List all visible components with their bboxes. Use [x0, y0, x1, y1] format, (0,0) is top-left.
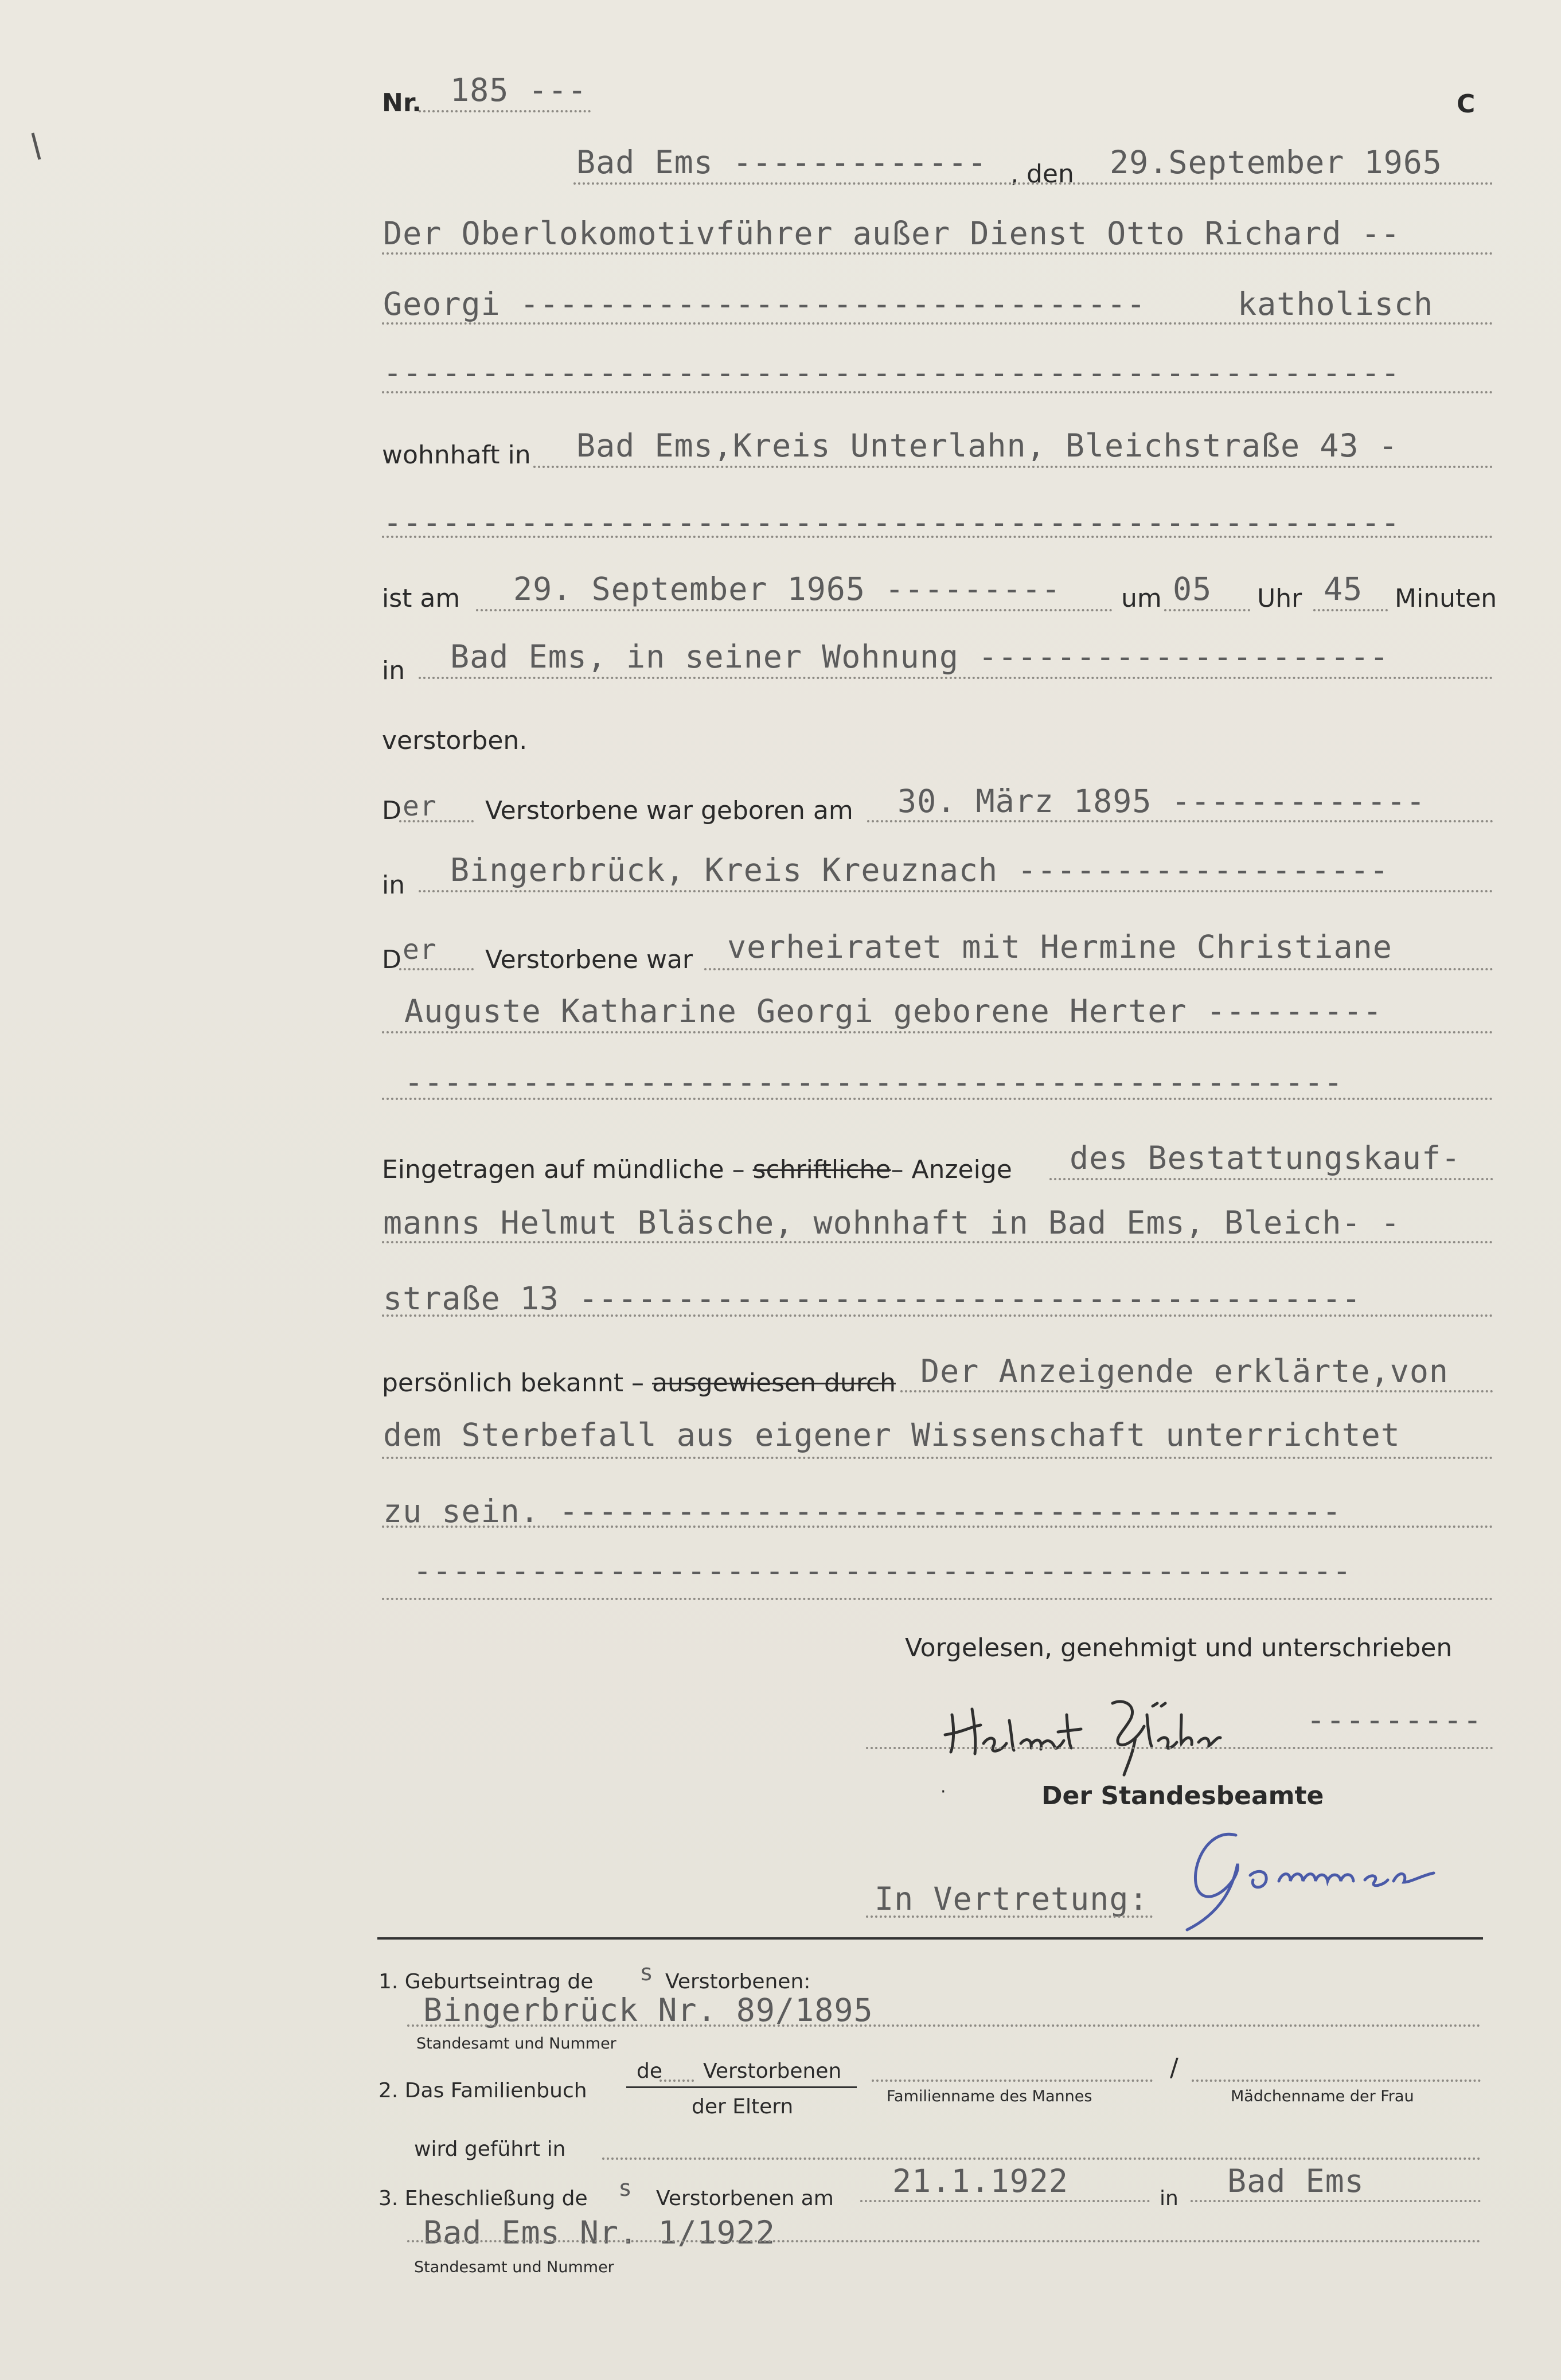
marriage-label: Verstorbene war: [485, 945, 693, 974]
footer-item-2-eltern: der Eltern: [692, 2095, 794, 2118]
informant-signature: [940, 1680, 1296, 1778]
dotted-line: [1192, 2079, 1481, 2082]
registry-date: 29.September 1965: [1110, 144, 1442, 181]
identification-line-4: ------------------------------------------------: [413, 1552, 1352, 1589]
verstorben-label: verstorben.: [382, 726, 528, 755]
footer-item-2-de: de: [637, 2059, 662, 2083]
registrar-label: Der Standesbeamte: [1041, 1781, 1324, 1811]
footer-item-1-sub: Standesamt und Nummer: [416, 2035, 616, 2053]
dotted-line: [867, 820, 1493, 822]
dotted-line: [382, 1098, 1493, 1100]
dotted-line: [407, 2024, 1481, 2027]
marriage-d-label: D: [382, 945, 401, 974]
dotted-line: [399, 820, 474, 822]
death-place: Bad Ems, in seiner Wohnung ---------------------: [450, 638, 1390, 675]
dotted-line: [382, 536, 1493, 538]
signature-dashes: ---------: [1306, 1702, 1483, 1738]
birth-date: 30. März 1895 -------------: [897, 783, 1426, 820]
footer-item-2-verstorbenen: Verstorbenen: [703, 2059, 842, 2083]
footer-item-3-label: 3. Eheschließung de: [378, 2187, 588, 2210]
identification-label-prefix: persönlich bekannt –: [382, 1368, 645, 1398]
registration-line-2: manns Helmut Bläsche, wohnhaft in Bad Ems, Bleich- -: [383, 1204, 1400, 1241]
dotted-line: [407, 2240, 1481, 2242]
registration-label-struck: schriftliche: [752, 1155, 891, 1184]
registrar-signature: [1181, 1818, 1491, 1933]
dotted-line: [900, 1390, 1493, 1392]
read-approved-label: Vorgelesen, genehmigt und unterschrieben: [905, 1633, 1453, 1663]
dotted-line: [382, 1241, 1493, 1243]
marriage-d-fill: er: [403, 934, 437, 966]
dotted-line: [860, 2200, 1150, 2202]
uhr-label: Uhr: [1257, 584, 1302, 613]
um-label: um: [1121, 584, 1162, 613]
paper-mark: [32, 132, 43, 166]
footer-item-2-label: 2. Das Familienbuch: [378, 2079, 587, 2102]
footer-divider: [377, 1937, 1483, 1940]
deceased-religion: katholisch: [1238, 286, 1434, 322]
nr-value: 185 ---: [450, 72, 587, 108]
dotted-line: [382, 252, 1493, 255]
footer-item-3-date: 21.1.1922: [892, 2163, 1069, 2199]
birth-in-label: in: [382, 871, 405, 900]
footer-item-3-suffix: Verstorbenen am: [656, 2187, 834, 2210]
signature-dot: ·: [940, 1782, 946, 1802]
identification-label-struck: ausgewiesen durch: [652, 1368, 896, 1398]
dotted-line: [1313, 609, 1388, 611]
footer-item-2-maiden-name: Mädchenname der Frau: [1231, 2088, 1414, 2105]
residence-value: Bad Ems,Kreis Unterlahn, Bleichstraße 43 -: [576, 427, 1398, 464]
footer-item-3-place: Bad Ems: [1227, 2163, 1364, 2199]
dotted-line: [1164, 609, 1250, 611]
dotted-line: [704, 968, 1493, 970]
footer-item-2-fraction-line: [626, 2086, 857, 2088]
footer-item-2-slash: /: [1170, 2053, 1178, 2082]
dotted-line: [382, 1031, 1493, 1033]
dotted-line: [1191, 2200, 1481, 2202]
dotted-line: [419, 890, 1493, 892]
residence-line-2: ----------------------------------------------------: [383, 504, 1400, 541]
dotted-line: [1049, 1178, 1493, 1180]
dotted-line: [872, 2079, 1153, 2082]
nr-label: Nr.: [382, 88, 422, 118]
minuten-label: Minuten: [1395, 584, 1497, 613]
footer-item-3-value: Bad Ems Nr. 1/1922: [423, 2214, 776, 2251]
identification-label: [382, 1368, 896, 1398]
dotted-line: [602, 2157, 1481, 2160]
birth-place: Bingerbrück, Kreis Kreuznach -------------------: [450, 852, 1390, 888]
registration-line-1: des Bestattungskauf-: [1070, 1140, 1461, 1176]
birth-d-fill: er: [403, 790, 437, 822]
registration-label-suffix: – Anzeige: [891, 1155, 1012, 1184]
dotted-line: [866, 1915, 1153, 1918]
footer-item-2-family-name: Familienname des Mannes: [887, 2088, 1092, 2105]
footer-item-2-wird: wird geführt in: [414, 2137, 566, 2161]
marriage-line-2: Auguste Katharine Georgi geborene Herter ---------: [404, 993, 1383, 1029]
footer-item-3-fill: s: [618, 2175, 633, 2202]
marriage-line-3: ------------------------------------------------: [404, 1064, 1344, 1101]
death-date: 29. September 1965 ---------: [513, 571, 1062, 607]
dotted-line: [382, 1598, 1493, 1600]
place-dotted-line: [573, 182, 1493, 185]
deceased-line-3: ----------------------------------------------------: [383, 354, 1400, 391]
registry-place: Bad Ems -------------: [576, 144, 988, 181]
wohnhaft-label: wohnhaft in: [382, 440, 531, 470]
dotted-line: [382, 1314, 1493, 1317]
death-hour: 05: [1173, 571, 1212, 607]
dotted-line: [659, 2079, 694, 2082]
footer-item-1-fill: s: [639, 1960, 654, 1986]
dotted-line: [866, 1747, 1493, 1749]
footer-item-1-suffix: Verstorbenen:: [665, 1970, 811, 1993]
footer-item-3-in: in: [1160, 2187, 1178, 2210]
footer-item-3-sub: Standesamt und Nummer: [414, 2258, 614, 2276]
nr-dotted-line: [419, 110, 591, 112]
ist-am-label: ist am: [382, 584, 461, 613]
dotted-line: [382, 322, 1493, 325]
dotted-line: [476, 609, 1113, 611]
form-letter: C: [1457, 89, 1476, 119]
deputy-label: In Vertretung:: [875, 1880, 1149, 1917]
den-label: , den: [1010, 159, 1074, 189]
registration-label: [382, 1157, 1012, 1183]
marriage-line-1: verheiratet mit Hermine Christiane: [727, 928, 1392, 965]
birth-label: Verstorbene war geboren am: [485, 796, 853, 825]
dotted-line: [382, 391, 1493, 393]
deceased-surname: Georgi --------------------------------: [383, 286, 1146, 322]
identification-line-1: Der Anzeigende erklärte,von: [920, 1353, 1449, 1390]
registration-label-prefix: Eingetragen auf mündliche –: [382, 1155, 745, 1184]
identification-line-3: zu sein. ----------------------------------------: [383, 1493, 1342, 1530]
death-minutes: 45: [1324, 571, 1363, 607]
dotted-line: [399, 968, 474, 970]
birth-d-label: D: [382, 796, 401, 825]
death-in-label: in: [382, 656, 405, 685]
footer-item-1-label: 1. Geburtseintrag de: [378, 1970, 594, 1993]
dotted-line: [533, 466, 1493, 468]
deceased-line-1: Der Oberlokomotivführer außer Dienst Otto Richard --: [383, 215, 1400, 252]
footer-item-1-value: Bingerbrück Nr. 89/1895: [423, 1992, 873, 2028]
dotted-line: [419, 677, 1493, 679]
registration-line-3: straße 13 ----------------------------------------: [383, 1280, 1361, 1317]
dotted-line: [382, 1525, 1493, 1528]
dotted-line: [382, 1457, 1493, 1459]
identification-line-2: dem Sterbefall aus eigener Wissenschaft unterrichtet: [383, 1417, 1400, 1453]
